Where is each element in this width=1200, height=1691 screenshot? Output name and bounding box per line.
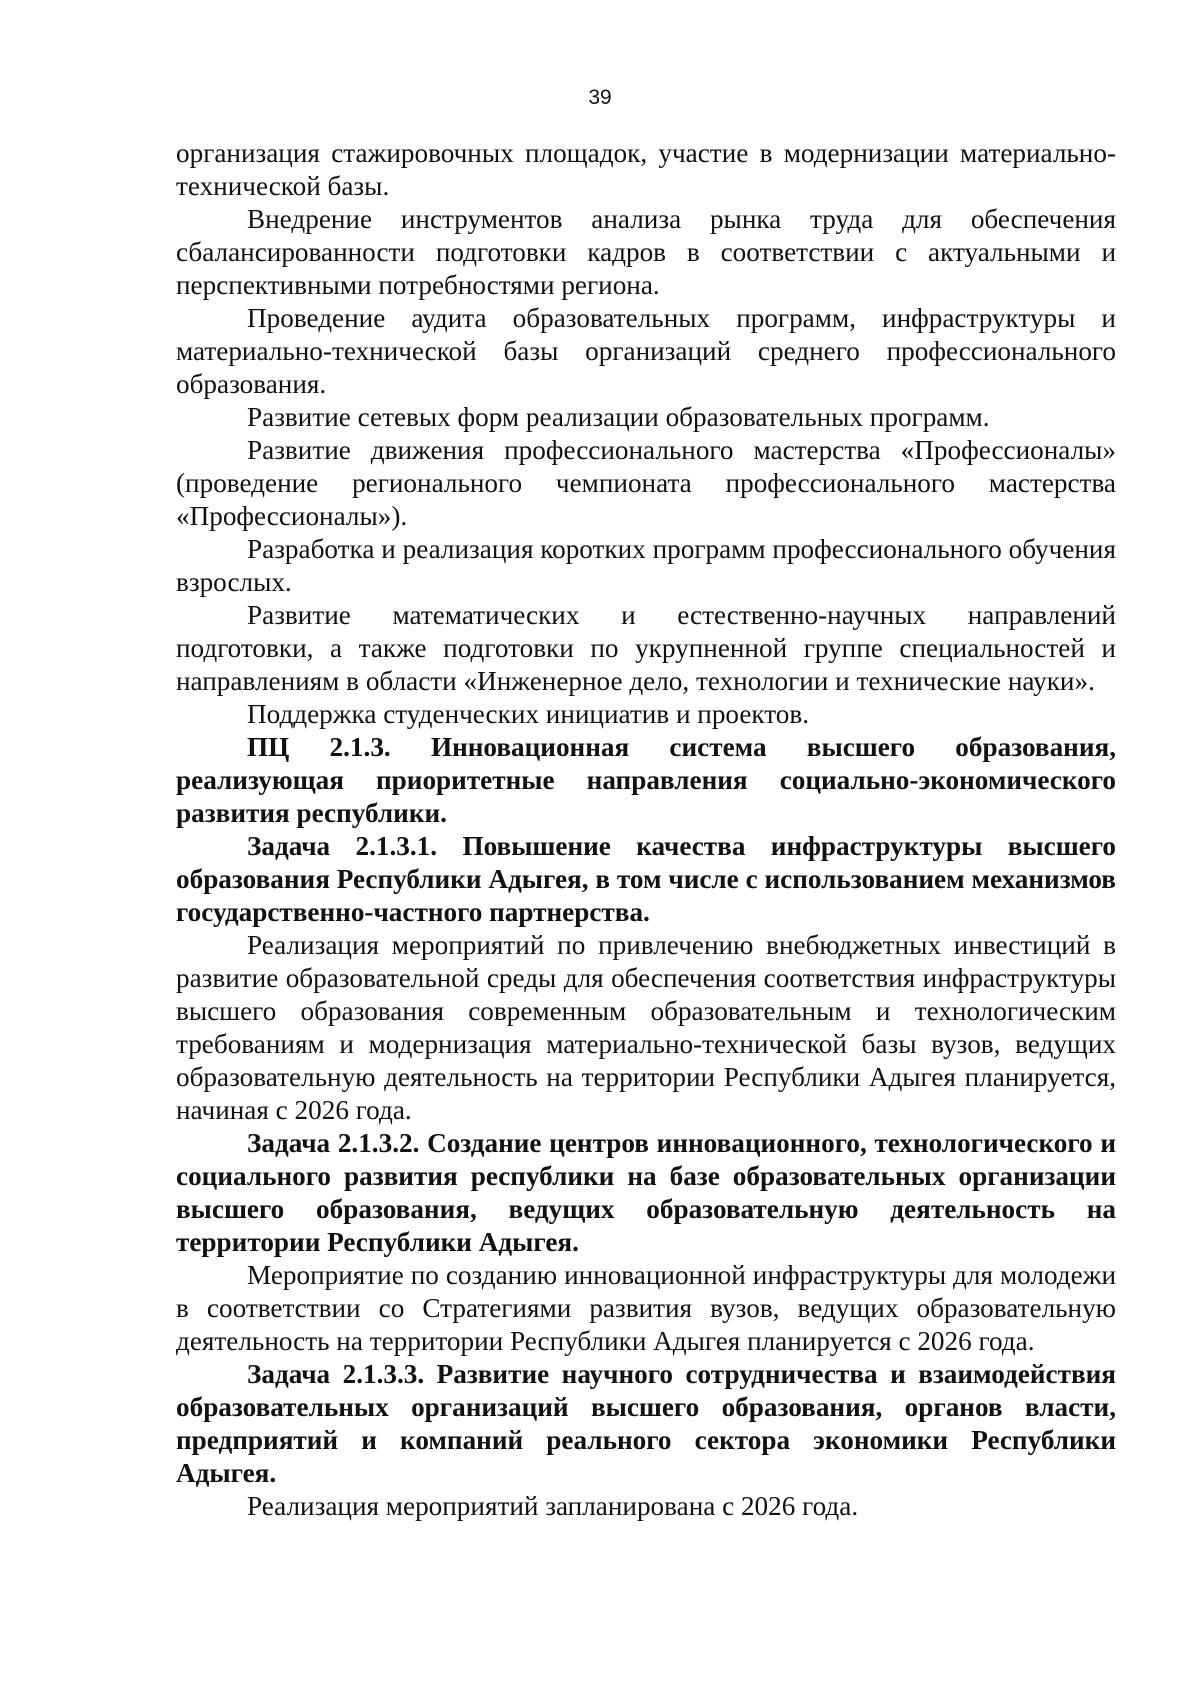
task-heading-2-1-3-3: Задача 2.1.3.3. Развитие научного сотрудничества и взаимодействия образовательных организаций высшего образования, органов власти, предприятий и компаний реального сектора экономики Республики Адыгея.: [176, 1359, 1116, 1488]
paragraph-3: Проведение аудита образовательных программ, инфраструктуры и материально-технической базы организаций среднего профессионального образования.: [176, 303, 1116, 399]
paragraph-task-2-1-3-1: Реализация мероприятий по привлечению внебюджетных инвестиций в развитие образовательной среды для обеспечения соответствия инфраструктуры высшего образования современным образовательным и технологическим требованиям и модернизация материально-технической базы вузов, ведущих образовательную деятельность на территории Республики Адыгея планируется, начиная с 2026 года.: [176, 930, 1116, 1125]
paragraph-7: Развитие математических и естественно-научных направлений подготовки, а также подготовки по укрупненной группе специальностей и направлениям в области «Инженерное дело, технологии и технические науки».: [176, 600, 1116, 696]
paragraph-5: Развитие движения профессионального мастерства «Профессионалы» (проведение регионального чемпионата профессионального мастерства «Профессионалы»).: [176, 435, 1116, 531]
paragraph-2: Внедрение инструментов анализа рынка труда для обеспечения сбалансированности подготовки кадров в соответствии с актуальными и перспективными потребностями региона.: [176, 204, 1116, 300]
paragraph-1: организация стажировочных площадок, участие в модернизации материально-технической базы.: [176, 138, 1116, 201]
section-heading-pc-2-1-3: ПЦ 2.1.3. Инновационная система высшего образования, реализующая приоритетные направления социально-экономического развития республики.: [176, 732, 1116, 828]
task-heading-2-1-3-2: Задача 2.1.3.2. Создание центров инновационного, технологического и социального развития республики на базе образовательных организации высшего образования, ведущих образовательную деятельность на территории Республики Адыгея.: [176, 1128, 1116, 1257]
paragraph-6: Разработка и реализация коротких программ профессионального обучения взрослых.: [176, 534, 1116, 597]
paragraph-task-2-1-3-3: Реализация мероприятий запланирована с 2026 года.: [247, 1491, 859, 1521]
page-number: 39: [588, 86, 612, 109]
paragraph-task-2-1-3-2: Мероприятие по созданию инновационной инфраструктуры для молодежи в соответствии со Стратегиями развития вузов, ведущих образовательную деятельность на территории Республики Адыгея планируется с 2026 года.: [176, 1260, 1116, 1356]
paragraph-4: Развитие сетевых форм реализации образовательных программ.: [247, 402, 990, 432]
document-body: [176, 137, 1116, 1523]
task-heading-2-1-3-1: Задача 2.1.3.1. Повышение качества инфраструктуры высшего образования Республики Адыгея, в том числе с использованием механизмов государственно-частного партнерства.: [176, 831, 1116, 927]
paragraph-8: Поддержка студенческих инициатив и проектов.: [247, 699, 810, 729]
